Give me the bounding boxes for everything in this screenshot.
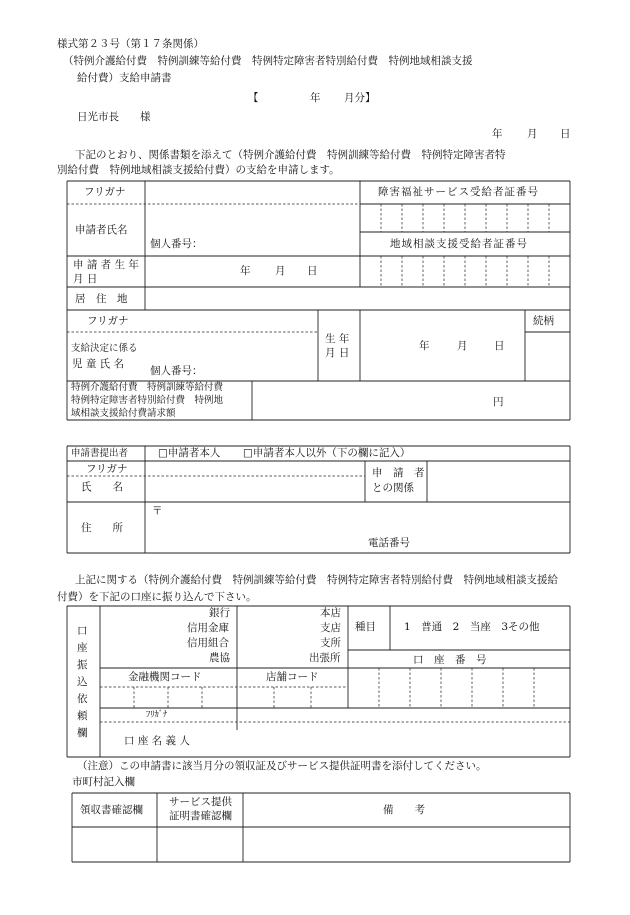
service-cert-label-2: 証明書確認欄 [169, 810, 232, 822]
account-number-label: 口 座 番 号 [413, 654, 487, 666]
submitter-address-label: 住 所 [81, 522, 123, 534]
child-birth-label-2: 月 日 [325, 347, 350, 359]
account-type-label: 種目 [355, 621, 376, 633]
option-applicant-other[interactable]: □申請者本人以外（下の欄に記入） [243, 447, 411, 459]
applicant-personal-number-label: 個人番号： [150, 238, 203, 250]
relation-to-applicant-1: 申 請 者 [372, 467, 425, 479]
branch-type-head: 本店 [320, 607, 341, 619]
applicant-birth-year: 年 [240, 265, 251, 277]
option-applicant-self[interactable]: □申請者本人 [158, 447, 221, 459]
period-open-bracket: 【 [248, 92, 259, 104]
child-birth-month: 月 [457, 340, 468, 352]
bank-intro-line1: 上記に関する（特例介護給付費 特例訓練等給付費 特例特定障害者特別給付費 特例地域相談支援給 [75, 574, 558, 586]
branch-type-branch: 支店 [320, 622, 341, 634]
form-number: 様式第２３号（第１７条関係） [57, 38, 204, 50]
intro-line1: 下記のとおり、関係書類を添えて（特例介護給付費 特例訓練等給付費 特例特定障害者特 [75, 149, 506, 161]
phone-label: 電話番号 [368, 537, 410, 549]
account-holder-label: 口 座 名 義 人 [124, 735, 190, 747]
form-title-line2: 給付費）支給申請書 [77, 72, 172, 84]
applicant-name-label: 申請者氏名 [75, 224, 128, 236]
submitter-name-label: 氏 名 [81, 481, 123, 493]
side-label-char: 欄 [77, 727, 88, 739]
child-birth-day: 日 [494, 340, 505, 352]
addressee: 日光市長 様 [77, 111, 151, 123]
child-birth-year: 年 [419, 340, 430, 352]
remarks-label: 備 考 [383, 804, 425, 816]
side-label-char: 頼 [77, 710, 88, 722]
bank-intro-line2: 付費）を下記の口座に振り込んで下さい。 [57, 591, 257, 603]
child-name-label-2: 児 童 氏 名 [72, 358, 125, 370]
intro-line2: 別給付費 特例地域相談支援給付費）の支給を申請します。 [57, 164, 340, 176]
amount-label-1: 特例介護給付費 特例訓練等給付費 [71, 382, 224, 393]
branch-type-subbranch: 支所 [320, 637, 341, 649]
applicant-birth-label-2: 月 日 [73, 273, 98, 285]
period-year-label: 年 [310, 92, 321, 104]
applicant-furigana-label: フリガナ [84, 186, 126, 198]
branch-code-label: 店舗コード [266, 671, 319, 683]
receipt-check-label: 領収書確認欄 [80, 804, 143, 816]
bank-code-label: 金融機関コード [128, 671, 202, 683]
date-day-label: 日 [560, 128, 571, 140]
applicant-birth-day: 日 [307, 265, 318, 277]
service-recipient-number-label: 障害福祉サービス受給者証番号 [378, 186, 539, 198]
amount-unit: 円 [493, 396, 504, 408]
applicant-birth-label-1: 申 請 者 生 年 [73, 259, 139, 271]
amount-label-3: 域相談支援給付費請求額 [71, 408, 176, 419]
holder-furigana-label: ﾌﾘｶﾞﾅ [146, 710, 168, 720]
bank-type-bank: 銀行 [209, 607, 230, 619]
branch-type-office: 出張所 [309, 652, 341, 664]
service-cert-label-1: サービス提供 [169, 796, 232, 808]
amount-label-2: 特例特定障害者特別給付費 特例地 [71, 395, 224, 406]
relation-label: 続柄 [533, 315, 554, 327]
side-label-char: 振 [77, 659, 88, 671]
child-personal-number-label: 個人番号： [150, 365, 203, 377]
attachment-note: （注意）この申請書に該当月分の領収証及びサービス提供証明書を添付してください。 [77, 760, 487, 772]
applicant-birth-month: 月 [275, 265, 286, 277]
bank-type-nokyo: 農協 [209, 652, 230, 664]
submitter-furigana-label: フリガナ [86, 463, 128, 475]
municipal-section-title: 市町村記入欄 [72, 776, 135, 788]
period-month-label: 月分】 [344, 92, 376, 104]
child-name-label-1: 支給決定に係る [71, 343, 138, 354]
side-label-char: 座 [77, 642, 88, 654]
side-label-char: 口 [77, 625, 88, 637]
date-month-label: 月 [527, 128, 538, 140]
side-label-char: 込 [77, 676, 88, 688]
child-furigana-label: フリガナ [87, 315, 129, 327]
submitter-label: 申請書提出者 [71, 448, 129, 459]
form-title-line1: （特例介護給付費 特例訓練等給付費 特例特定障害者特別給付費 特例地域相談支援 [63, 55, 473, 67]
consult-recipient-number-label: 地域相談支援受給者証番号 [390, 238, 528, 250]
date-year-label: 年 [492, 128, 503, 140]
child-birth-label-1: 生 年 [325, 333, 350, 345]
bank-type-shinkin: 信用金庫 [187, 622, 229, 634]
address-label: 居 住 地 [75, 293, 128, 305]
account-type-options: 1 普通 2 当座 3その他 [404, 621, 540, 633]
bank-type-kumiai: 信用組合 [187, 637, 229, 649]
relation-to-applicant-2: との関係 [372, 482, 414, 494]
postal-mark: 〒 [152, 505, 163, 517]
side-label-char: 依 [77, 693, 88, 705]
